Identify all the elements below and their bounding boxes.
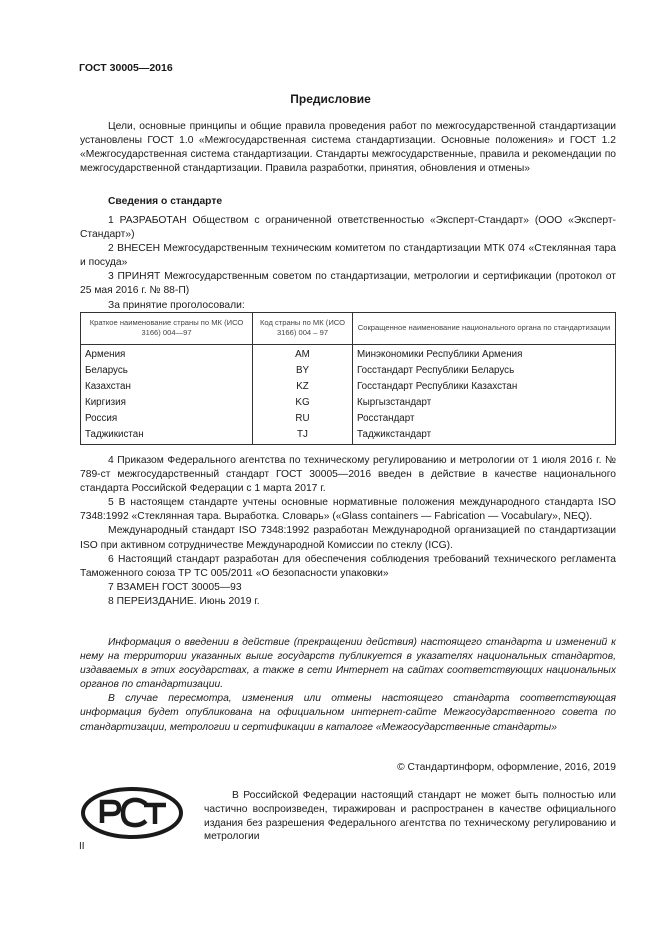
foreword-title: Предисловие <box>290 92 371 106</box>
info-note-paragraph-2: В случае пересмотра, изменения или отмены настоящего стандарта соответствующая информация будет опубликована на официальном интернет-сайте Межгосударственного совета по стандартизации, метрологии и сертификации в каталоге «Межгосударственные стандарты» <box>80 693 616 733</box>
info-note-paragraph-1: Информация о введении в действие (прекращении действия) настоящего стандарта и изменений к нему на территории указанных выше государств публикуется в указателях национальных стандартов, издаваемых в этих государствах, а также в сети Интернет на сайтах соответствующих национальных органов по стандартизации. <box>80 637 616 691</box>
code-cell: TJ <box>253 427 353 445</box>
reproduction-notice-text: В Российской Федерации настоящий стандарт не может быть полностью или частично воспроизведен, тиражирован и распространен в качестве официального издания без разрешения Федерального агентства по техническому регулированию и метрологии <box>204 790 616 843</box>
country-column-header: Краткое наименование страны по МК (ИСО 3166) 004—97 <box>81 313 253 345</box>
foreword-intro-text: Цели, основные принципы и общие правила проведения работ по межгосударственной стандартизации установлены ГОСТ 1.0 «Межгосударственная система стандартизации. Основные положения» и ГОСТ 1.2 «Межгосударственная система стандартизации. Стандарты межгосударственные, правила и рекомендации по межгосударственной стандартизации. Правила разработки, принятия, обновления и отмены» <box>80 121 616 175</box>
page-number: II <box>79 841 85 852</box>
info-item-5: 5 В настоящем стандарте учтены основные нормативные положения международного стандарта ISO 7348:1992 «Стеклянная тара. Выработка. Словарь» («Glass containers — Fabrication — Vocabulary», NEQ). <box>80 497 616 523</box>
info-item-3: 3 ПРИНЯТ Межгосударственным советом по стандартизации, метрологии и сертификации (протокол от 25 мая 2016 г. № 88-П) <box>80 271 616 297</box>
table-row <box>81 411 616 427</box>
code-cell: AM <box>253 345 353 364</box>
body-cell: Госстандарт Республики Беларусь <box>353 363 616 379</box>
reproduction-notice <box>204 789 616 844</box>
body-cell: Кыргызстандарт <box>353 395 616 411</box>
body-cell: Госстандарт Республики Казахстан <box>353 379 616 395</box>
info-item-4: 4 Приказом Федерального агентства по техническому регулированию и метрологии от 1 июля 2016 г. № 789-ст межгосударственный стандарт ГОСТ 30005—2016 введен в действие в качестве национального стандарта Российской Федерации с 1 марта 2017 г. <box>80 455 616 495</box>
table-row <box>81 395 616 411</box>
country-cell: Беларусь <box>81 363 253 379</box>
member-countries-table <box>80 312 616 445</box>
body-cell: Минэкономики Республики Армения <box>353 345 616 364</box>
table-header-row <box>81 313 616 345</box>
info-item-1: 1 РАЗРАБОТАН Обществом с ограниченной ответственностью «Эксперт-Стандарт» (ООО «Эксперт-Стандарт») <box>80 215 616 241</box>
code-cell: BY <box>253 363 353 379</box>
voted-label: За принятие проголосовали: <box>108 299 245 311</box>
country-cell: Таджикистан <box>81 427 253 445</box>
copyright-line: © Стандартинформ, оформление, 2016, 2019 <box>397 762 616 773</box>
publication-info-note <box>80 636 616 735</box>
info-item-8: 8 ПЕРЕИЗДАНИЕ. Июнь 2019 г. <box>108 595 260 607</box>
code-cell: KZ <box>253 379 353 395</box>
table-row <box>81 345 616 364</box>
code-cell: RU <box>253 411 353 427</box>
country-cell: Армения <box>81 345 253 364</box>
body-cell: Росстандарт <box>353 411 616 427</box>
body-column-header: Сокращенное наименование национального органа по стандартизации <box>353 313 616 345</box>
country-cell: Россия <box>81 411 253 427</box>
country-cell: Киргизия <box>81 395 253 411</box>
rst-mark-svg <box>80 786 184 840</box>
info-item-2: 2 ВНЕСЕН Межгосударственным техническим комитетом по стандартизации МТК 074 «Стеклянная тара и посуда» <box>80 243 616 269</box>
info-item-5-note: Международный стандарт ISO 7348:1992 разработан Международной организацией по стандартизации ISO при активном сотрудничестве Международной Комиссии по стеклу (ICG). <box>80 525 616 551</box>
rst-mark-icon <box>80 786 184 840</box>
code-column-header: Код страны по МК (ИСО 3166) 004 – 97 <box>253 313 353 345</box>
table-row <box>81 363 616 379</box>
standard-info-items-continued <box>80 454 616 609</box>
standard-info-heading: Сведения о стандарте <box>108 196 223 207</box>
info-item-7: 7 ВЗАМЕН ГОСТ 30005—93 <box>108 581 242 593</box>
info-item-6: 6 Настоящий стандарт разработан для обеспечения соблюдения требований технического регламента Таможенного союза ТР ТС 005/2011 «О безопасности упаковки» <box>80 553 616 579</box>
country-cell: Казахстан <box>81 379 253 395</box>
body-cell: Таджикстандарт <box>353 427 616 445</box>
table-row <box>81 379 616 395</box>
foreword-intro <box>80 120 616 176</box>
code-cell: KG <box>253 395 353 411</box>
standard-info-items <box>80 214 616 313</box>
table-row <box>81 427 616 445</box>
document-code-header: ГОСТ 30005—2016 <box>79 62 173 74</box>
